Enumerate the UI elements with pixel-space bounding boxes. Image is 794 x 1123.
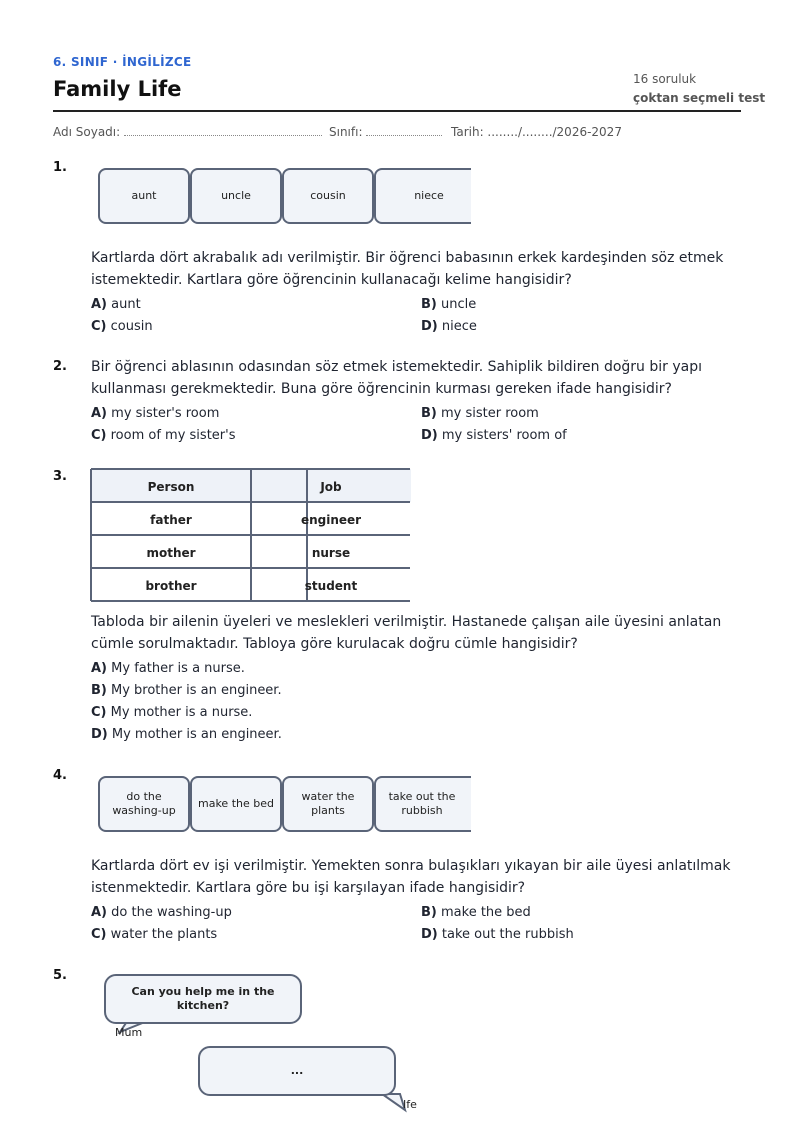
q2-option-b: B) my sister room — [421, 406, 539, 421]
class-blank — [366, 125, 442, 136]
class-label: Sınıfı: — [329, 125, 363, 139]
q3-stem: Tabloda bir ailenin üyeleri ve meslekleri verilmiştir. Hastanede çalışan aile üyesini anlatan cümle sorulmaktadır. Tabloya göre kurulacak doğru cümle hangisidir? — [91, 614, 722, 652]
q3-option-b: B) My brother is an engineer. — [91, 683, 282, 698]
q2-option-a: A) my sister's room — [91, 406, 220, 421]
q4-option-c: C) water the plants — [91, 927, 218, 942]
q4-card: take out the rubbish — [374, 776, 471, 832]
q1-card-row — [98, 168, 471, 228]
q2-option-d: D) my sisters' room of — [421, 428, 567, 443]
page-title: Family Life — [53, 77, 182, 101]
question-number: 2. — [53, 359, 67, 374]
table-cell: brother — [145, 578, 197, 593]
q3-option-a: A) My father is a nurse. — [91, 661, 245, 676]
table-cell: nurse — [311, 545, 351, 560]
table-cell: student — [304, 578, 358, 593]
q1-card: aunt — [98, 168, 190, 224]
question-number: 5. — [53, 968, 67, 983]
table-cell: engineer — [300, 512, 362, 527]
speaker-label: Mum — [115, 1026, 143, 1039]
header-divider — [53, 110, 741, 112]
q1-option-a: A) aunt — [91, 297, 141, 312]
q1-stem: Kartlarda dört akrabalık adı verilmiştir. Bir öğrenci babasının erkek kardeşinden söz etmek istemektedir. Kartlara göre öğrencinin kullanacağı kelime hangisidir? — [91, 250, 724, 288]
q1-card: cousin — [282, 168, 374, 224]
q4-card: water the plants — [282, 776, 374, 832]
table-cell: father — [150, 512, 192, 527]
q3-option-d: D) My mother is an engineer. — [91, 727, 282, 742]
q4-option-b: B) make the bed — [421, 905, 531, 920]
name-field — [53, 125, 322, 139]
q1-card: niece — [374, 168, 471, 224]
q4-stem: Kartlarda dört ev işi verilmiştir. Yemekten sonra bulaşıkları yıkayan bir aile üyesi anlatılmak istenmektedir. Kartlara göre bu işi karşılayan ifade hangisidir? — [91, 858, 731, 896]
q2-stem: Bir öğrenci ablasının odasından söz etmek istemektedir. Sahiplik bildiren doğru bir yapı kullanması gerekmektedir. Buna göre öğrencinin kurması gereken ifade hangisidir? — [91, 359, 702, 397]
q3-option-c: C) My mother is a nurse. — [91, 705, 253, 720]
grade-subject: 6. SINIF · İNGİLİZCE — [53, 55, 192, 69]
test-type: çoktan seçmeli test — [633, 91, 766, 105]
date-field — [451, 125, 622, 139]
table-header: Person — [147, 479, 195, 494]
q4-option-d: D) take out the rubbish — [421, 927, 574, 942]
question-number: 4. — [53, 768, 67, 783]
question-number: 1. — [53, 160, 67, 175]
q1-option-b: B) uncle — [421, 297, 477, 312]
speech-bubble-reply: ... — [198, 1046, 396, 1096]
speaker-label: Ife — [403, 1098, 417, 1111]
q4-card: make the bed — [190, 776, 282, 832]
class-field — [329, 125, 442, 139]
q4-card: do the washing-up — [98, 776, 190, 832]
q1-option-d: D) niece — [421, 319, 477, 334]
name-blank — [124, 125, 322, 136]
q1-option-c: C) cousin — [91, 319, 153, 334]
q2-option-c: C) room of my sister's — [91, 428, 236, 443]
table-header: Job — [320, 479, 342, 494]
q4-option-a: A) do the washing-up — [91, 905, 232, 920]
speech-bubble-mum: Can you help me in the kitchen? — [104, 974, 302, 1024]
name-label: Adı Soyadı: — [53, 125, 121, 139]
question-count: 16 soruluk — [633, 72, 697, 86]
question-number: 3. — [53, 469, 67, 484]
table-cell: mother — [146, 545, 196, 560]
date-label: Tarih: ......../......../2026-2027 — [451, 125, 622, 139]
q4-card-row — [98, 776, 471, 836]
q1-card: uncle — [190, 168, 282, 224]
